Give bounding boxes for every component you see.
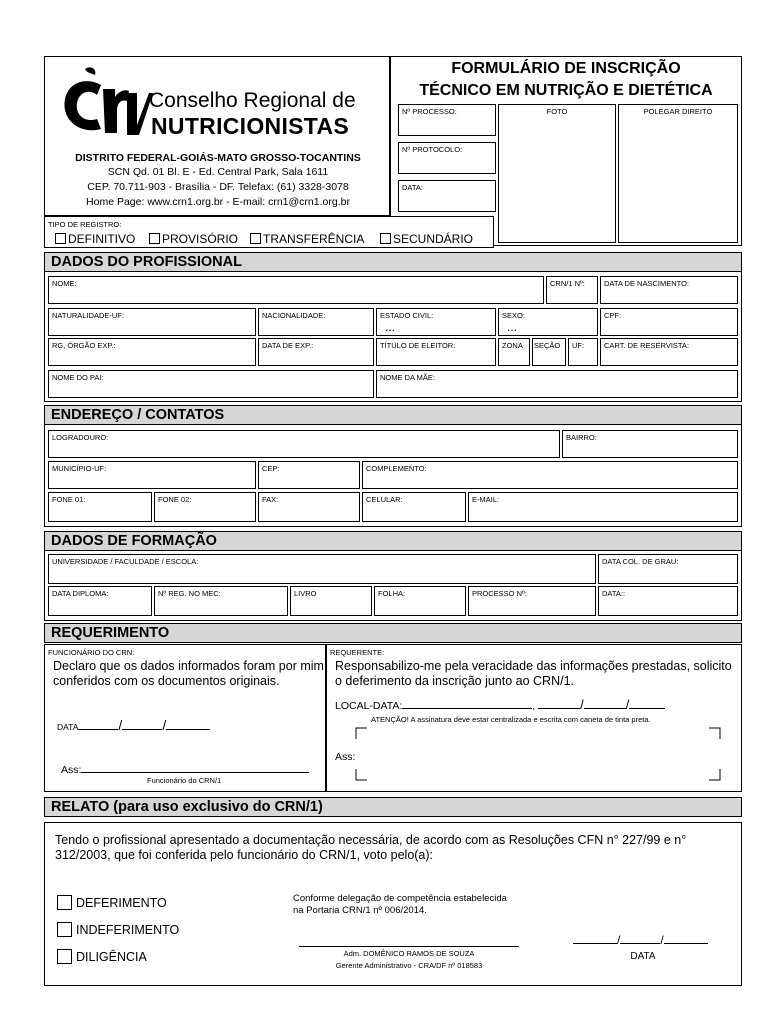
- secundario-checkbox[interactable]: [380, 233, 391, 244]
- fax-field[interactable]: [258, 492, 360, 522]
- email-label: E-MAIL:: [472, 495, 500, 504]
- address-line2: CEP. 70.711-903 - Brasília - DF. Telefax: (61) 3328-3078: [87, 181, 349, 193]
- signer-role: Gerente Administrativo - CRA/DF nº 018583: [335, 961, 483, 970]
- celular-field[interactable]: [362, 492, 466, 522]
- foto-box: [498, 104, 616, 243]
- nascimento-field[interactable]: [600, 276, 738, 304]
- cep-label: CEP:: [262, 464, 280, 473]
- zona-field[interactable]: [498, 338, 530, 366]
- nome-field[interactable]: [48, 276, 544, 304]
- transferencia-checkbox[interactable]: [250, 233, 261, 244]
- requerente-ass-label: Ass:: [335, 751, 356, 763]
- diploma-label: DATA DIPLOMA:: [52, 589, 109, 598]
- uf-field[interactable]: [568, 338, 598, 366]
- uf-label: UF:: [572, 341, 585, 350]
- processo-num-label: PROCESSO Nº:: [472, 589, 527, 598]
- titulo-label: TÍTULO DE ELEITOR:: [380, 341, 456, 350]
- registro-transferencia[interactable]: [250, 232, 364, 246]
- funcionario-sign-caption: Funcionário do CRN/1: [147, 776, 222, 785]
- indeferimento-checkbox[interactable]: [57, 922, 72, 937]
- data-exp-field[interactable]: [258, 338, 374, 366]
- municipio-field[interactable]: [48, 461, 256, 489]
- relato-panel: [44, 822, 742, 986]
- rg-field[interactable]: [48, 338, 256, 366]
- definitivo-checkbox[interactable]: [55, 233, 66, 244]
- cpf-field[interactable]: [600, 308, 738, 336]
- funcionario-panel: [44, 644, 326, 792]
- requerente-panel: [326, 644, 742, 792]
- nacionalidade-field[interactable]: [258, 308, 374, 336]
- crn-logo-icon: [57, 63, 153, 141]
- reg-mec-label: Nº REG. NO MEC:: [158, 589, 221, 598]
- requerente-label: REQUERENTE:: [330, 648, 385, 657]
- estado-civil-label: ESTADO CIVIL:: [380, 311, 434, 320]
- processo-num-field[interactable]: [468, 586, 596, 616]
- form-title-line1: FORMULÁRIO DE INSCRIÇÃO: [451, 60, 681, 77]
- bairro-label: BAIRRO:: [566, 433, 597, 442]
- delegacao-line1: Conforme delegação de competência estabelecida: [293, 893, 507, 904]
- crn-label: CRN/1 Nº:: [550, 279, 585, 288]
- foto-label: FOTO: [546, 107, 568, 116]
- funcionario-declaration: Declaro que os dados informados foram por mim conferidos com os documentos originais.: [53, 659, 324, 688]
- relato-date-label: DATA: [630, 951, 656, 962]
- secao-label: SEÇÃO: [534, 341, 561, 350]
- protocolo-label: Nº PROTOCOLO:: [402, 145, 463, 154]
- estado-civil-field[interactable]: [376, 308, 496, 336]
- provisorio-checkbox[interactable]: [149, 233, 160, 244]
- registro-label: TIPO DE REGISTRO:: [48, 220, 122, 229]
- titulo-field[interactable]: [376, 338, 496, 366]
- reservista-field[interactable]: [600, 338, 738, 366]
- celular-label: CELULAR:: [366, 495, 403, 504]
- gerente-signature-line[interactable]: [299, 945, 519, 947]
- pai-label: NOME DO PAI:: [52, 373, 104, 382]
- mae-field[interactable]: [376, 370, 738, 398]
- signature-corner-br: [709, 769, 721, 781]
- requerente-signature-area[interactable]: [357, 729, 721, 781]
- registro-provisorio[interactable]: [149, 232, 238, 246]
- cpf-label: CPF:: [604, 311, 622, 320]
- reg-mec-field[interactable]: [154, 586, 288, 616]
- fax-label: FAX:: [262, 495, 279, 504]
- polegar-label: POLEGAR DIREITO: [643, 107, 713, 116]
- definitivo-label: DEFINITIVO: [68, 232, 136, 246]
- org-name-line2: NUTRICIONISTAS: [151, 113, 349, 139]
- formacao-data-label: DATA::: [602, 589, 626, 598]
- pai-field[interactable]: [48, 370, 374, 398]
- indeferimento-label: INDEFERIMENTO: [76, 923, 180, 937]
- funcionario-ass-label: Ass:: [61, 764, 82, 776]
- signer-name: Adm. DOMÊNICO RAMOS DE SOUZA: [343, 949, 475, 958]
- section-formacao: DADOS DE FORMAÇÃO: [44, 531, 742, 551]
- nome-label: NOME:: [52, 279, 77, 288]
- transferencia-label: TRANSFERÊNCIA: [263, 232, 365, 246]
- funcionario-label: FUNCIONÁRIO DO CRN:: [48, 648, 135, 657]
- funcionario-signature[interactable]: [61, 763, 309, 776]
- polegar-box: [618, 104, 738, 243]
- cep-field[interactable]: [258, 461, 360, 489]
- registro-definitivo[interactable]: [55, 232, 135, 246]
- funcionario-date-label: DATA: [57, 722, 79, 732]
- section-profissional: DADOS DO PROFISSIONAL: [44, 252, 742, 272]
- processo-field[interactable]: [398, 104, 496, 136]
- protocolo-field[interactable]: [398, 142, 496, 174]
- universidade-label: UNIVERSIDADE / FACULDADE / ESCOLA:: [52, 557, 199, 566]
- complemento-field[interactable]: [362, 461, 738, 489]
- nascimento-label: DATA DE NASCIMENTO:: [604, 279, 690, 288]
- address-line1: SCN Qd. 01 Bl. E - Ed. Central Park, Sala 1611: [107, 166, 329, 178]
- signature-corner-bl: [355, 769, 367, 781]
- crn-field[interactable]: [546, 276, 598, 304]
- zona-label: ZONA: [502, 341, 523, 350]
- diligencia-checkbox[interactable]: [57, 949, 72, 964]
- relato-text: Tendo o profissional apresentado a documentação necessária, de acordo com as Resoluções CFN n° 227/99 e n° 312/2003, que foi conferida pelo funcionário do CRN/1, voto pelo(a):: [55, 833, 687, 862]
- header-data-field[interactable]: [398, 180, 496, 212]
- header-data-label: DATA:: [402, 183, 423, 192]
- sexo-label: SEXO:: [502, 311, 525, 320]
- municipio-label: MUNICÍPIO-UF:: [52, 464, 107, 473]
- universidade-field[interactable]: [48, 554, 596, 584]
- delegacao-line2: na Portaria CRN/1 nº 006/2014.: [293, 905, 427, 916]
- section-relato: RELATO (para uso exclusivo do CRN/1): [44, 797, 742, 817]
- org-name-line1: Conselho Regional de: [149, 89, 356, 112]
- deferimento-option[interactable]: [57, 895, 167, 910]
- section-endereco: ENDEREÇO / CONTATOS: [44, 405, 742, 425]
- secundario-label: SECUNDÁRIO: [393, 232, 474, 246]
- diploma-field[interactable]: [48, 586, 152, 616]
- funcionario-date[interactable]: DATA / /: [57, 717, 210, 733]
- provisorio-label: PROVISÓRIO: [162, 232, 239, 246]
- fone1-field[interactable]: [48, 492, 152, 522]
- form-title-line2: TÉCNICO EM NUTRIÇÃO E DIETÉTICA: [419, 82, 713, 99]
- logradouro-field[interactable]: [48, 430, 560, 458]
- email-field[interactable]: [468, 492, 738, 522]
- sexo-field[interactable]: [498, 308, 598, 336]
- naturalidade-field[interactable]: [48, 308, 256, 336]
- mae-label: NOME DA MÃE:: [380, 373, 436, 382]
- formacao-data-field[interactable]: [598, 586, 738, 616]
- registro-secundario[interactable]: [380, 232, 473, 246]
- requerente-declaration: Responsabilizo-me pela veracidade das informações prestadas, solicito o deferimento da inscrição junto ao CRN/1.: [335, 659, 732, 688]
- header-logo-panel: [44, 56, 390, 216]
- logradouro-label: LOGRADOURO:: [52, 433, 109, 442]
- registro-panel: [44, 216, 494, 248]
- diligencia-label: DILIGÊNCIA: [76, 950, 147, 964]
- local-data-line[interactable]: LOCAL-DATA: , / /: [335, 697, 665, 712]
- fone1-label: FONE 01:: [52, 495, 86, 504]
- deferimento-label: DEFERIMENTO: [76, 896, 167, 910]
- nacionalidade-label: NACIONALIDADE:: [262, 311, 326, 320]
- livro-field[interactable]: [290, 586, 372, 616]
- region-text: DISTRITO FEDERAL-GOIÁS-MATO GROSSO-TOCANTINS: [75, 152, 361, 164]
- atencao-note: ATENÇÃO! A assinatura deve estar centralizada e escrita com caneta de tinta preta.: [371, 715, 651, 724]
- diligencia-option[interactable]: [57, 949, 147, 964]
- relato-date-line[interactable]: / /: [573, 933, 708, 947]
- secao-field[interactable]: [532, 338, 566, 366]
- reservista-label: CART. DE RESERVISTA:: [604, 341, 690, 350]
- data-exp-label: DATA DE EXP.:: [262, 341, 314, 350]
- folha-field[interactable]: [374, 586, 466, 616]
- deferimento-checkbox[interactable]: [57, 895, 72, 910]
- section-requerimento: REQUERIMENTO: [44, 623, 742, 643]
- estado-civil-value: ...: [385, 320, 396, 334]
- rg-label: RG, ÓRGÃO EXP.:: [52, 341, 116, 350]
- bairro-field[interactable]: [562, 430, 738, 458]
- homepage-line: Home Page: www.crn1.org.br - E-mail: crn1@crn1.org.br: [86, 196, 350, 208]
- fone2-label: FONE 02:: [158, 495, 192, 504]
- fone2-field[interactable]: [154, 492, 256, 522]
- colacao-field[interactable]: [598, 554, 738, 584]
- folha-label: FOLHA:: [378, 589, 406, 598]
- sexo-value: ...: [507, 320, 518, 334]
- processo-label: Nº PROCESSO:: [402, 107, 457, 116]
- complemento-label: COMPLEMENTO:: [366, 464, 427, 473]
- local-data-label: LOCAL-DATA:: [335, 700, 403, 712]
- naturalidade-label: NATURALIDADE-UF:: [52, 311, 124, 320]
- livro-label: LIVRO: [294, 589, 317, 598]
- indeferimento-option[interactable]: [57, 922, 179, 937]
- colacao-label: DATA COL. DE GRAU:: [602, 557, 679, 566]
